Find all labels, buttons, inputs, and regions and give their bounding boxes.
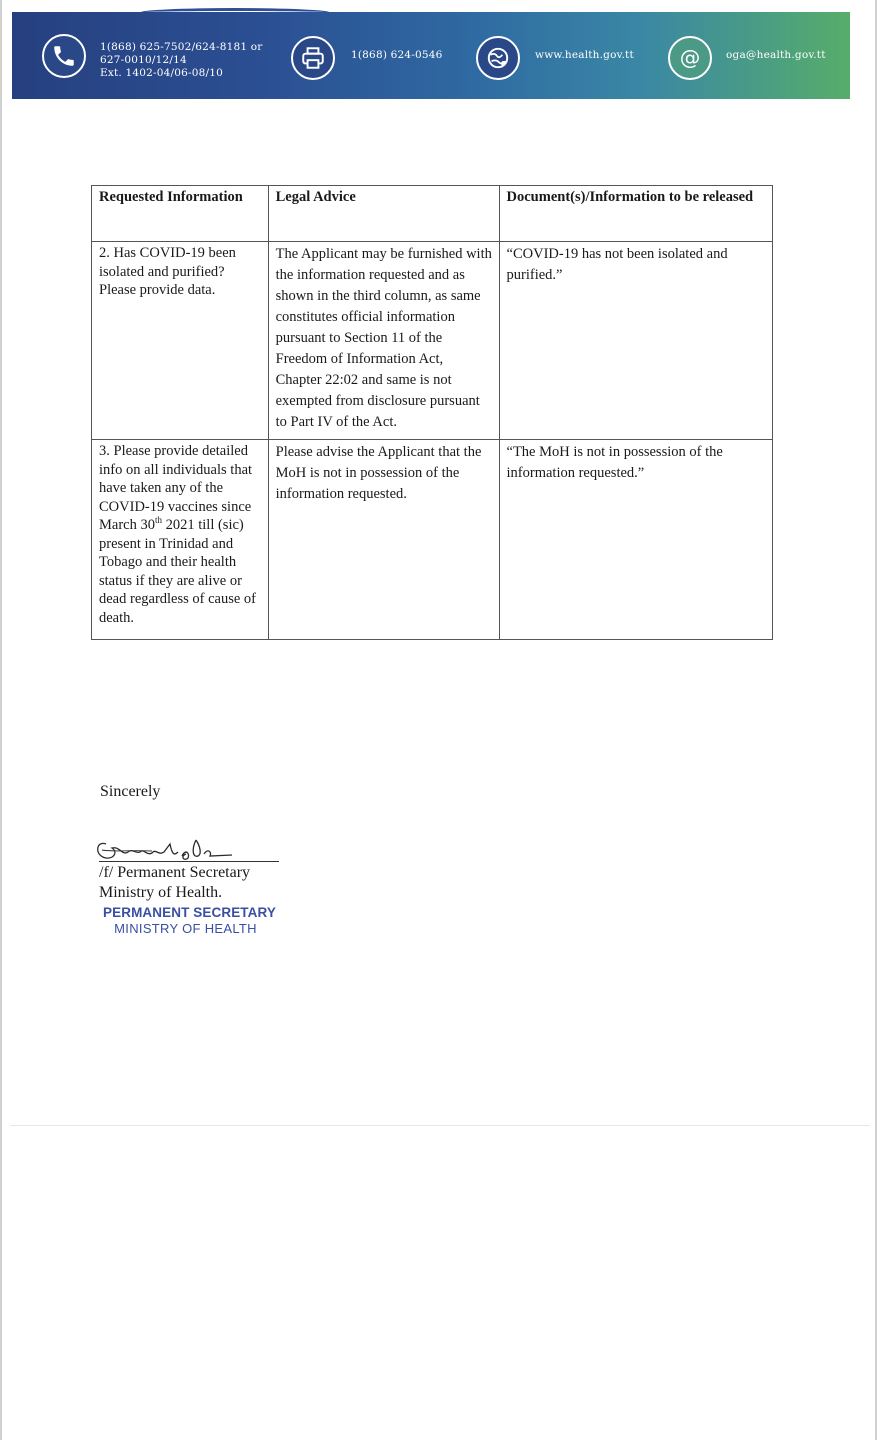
- table-header-row: [92, 186, 773, 242]
- svg-text:@: @: [679, 45, 701, 70]
- stamp-line-1: PERMANENT SECRETARY: [103, 905, 276, 920]
- phone-icon: [42, 34, 86, 78]
- phone-numbers: [100, 41, 270, 80]
- salutation: Sincerely: [100, 783, 161, 800]
- requested-text-part-1: 3. Please provide detailed info on all individuals that have taken any of the COVID-19 vaccines since March 30: [99, 443, 253, 533]
- at-icon: [668, 36, 712, 80]
- requested-text-part-2: 2021 till (sic) present in Trinidad and Tobago and their health status if they are alive or dead regardless of cause of death.: [99, 517, 257, 626]
- email-link[interactable]: oga@health.gov.tt: [726, 49, 826, 61]
- website-link[interactable]: www.health.gov.tt: [535, 49, 634, 61]
- header-requested-information: Requested Information: [92, 186, 269, 242]
- stamp-line-2: MINISTRY OF HEALTH: [114, 921, 257, 936]
- table-row: [92, 242, 773, 440]
- header-documents-to-release: Document(s)/Information to be released: [499, 186, 772, 242]
- released-information-cell: “COVID-19 has not been isolated and purified.”: [499, 242, 772, 440]
- phone-line-2: 627-0010/12/14: [100, 54, 187, 66]
- legal-advice-cell: The Applicant may be furnished with the information requested and as shown in the third column, as same constitutes official information pursuant to Section 11 of the Freedom of Information Act, Chapter 22:02 and same is not exempted from disclosure pursuant to Part IV of the Act.: [268, 242, 499, 440]
- released-information-cell: “The MoH is not in possession of the information requested.”: [499, 440, 772, 640]
- letterhead-contact-band: [12, 12, 850, 99]
- signature-line: [99, 861, 279, 862]
- signer-organization: Ministry of Health.: [99, 884, 223, 901]
- handwritten-signature: [92, 826, 282, 866]
- official-stamp: [102, 905, 277, 937]
- globe-icon: [476, 36, 520, 80]
- phone-line-1: 1(868) 625-7502/624-8181 or: [100, 41, 263, 53]
- legal-advice-cell: Please advise the Applicant that the MoH is not in possession of the information requested.: [268, 440, 499, 640]
- requested-information-cell: [92, 440, 269, 640]
- ordinal-suffix: th: [154, 515, 162, 526]
- page-left-edge: [0, 0, 2, 1440]
- signer-title: /f/ Permanent Secretary: [99, 864, 251, 881]
- table-row: [92, 440, 773, 640]
- page-divider: [10, 1125, 870, 1126]
- foi-response-table: [91, 185, 773, 640]
- phone-line-3: Ext. 1402-04/06-08/10: [100, 67, 224, 79]
- requested-information-cell: 2. Has COVID-19 been isolated and purified? Please provide data.: [92, 242, 269, 440]
- fax-number: 1(868) 624-0546: [351, 49, 443, 61]
- header-legal-advice: Legal Advice: [268, 186, 499, 242]
- printer-icon: [291, 36, 335, 80]
